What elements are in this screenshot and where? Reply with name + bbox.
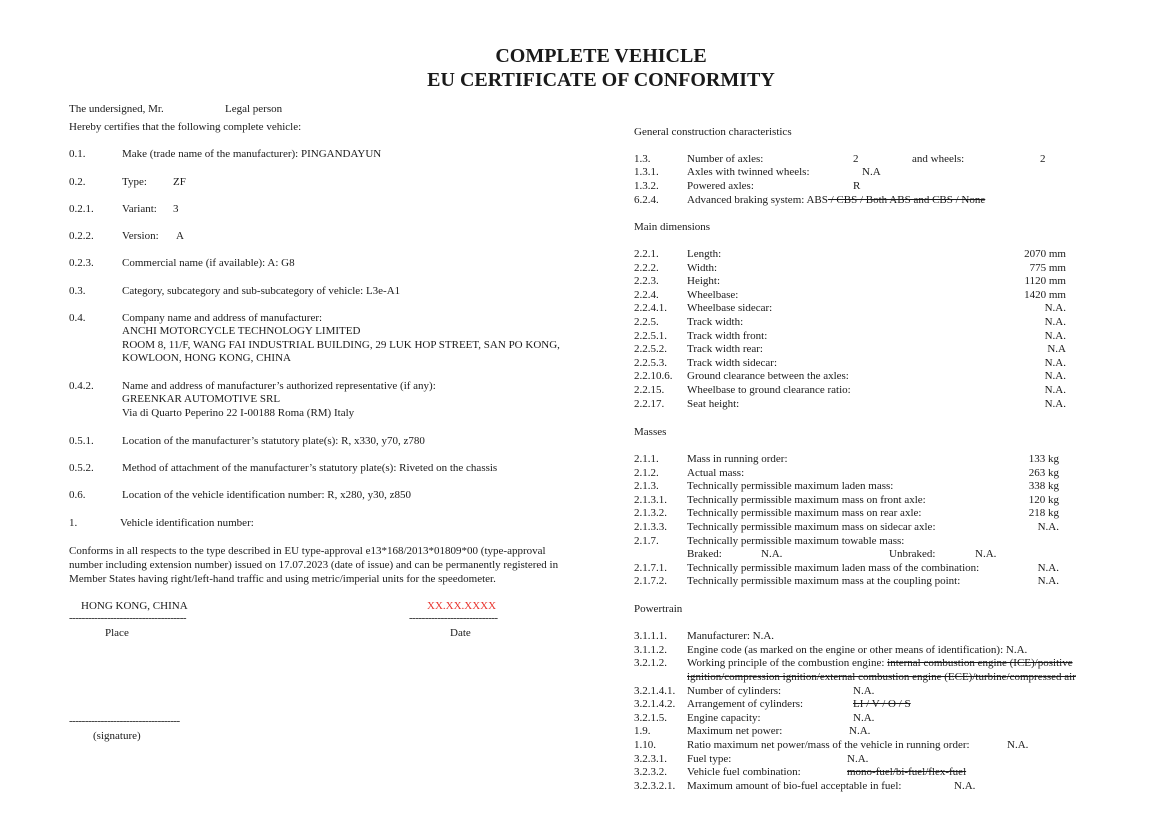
working-principle-struck-2: ignition/compression ignition/external combustion engine (ECE)/turbine/compressed air [687,671,1076,683]
item-number: 2.2.15. [634,384,665,396]
mass-label: Technically permissible maximum towable mass: [687,535,905,547]
manufacturer-line: ANCHI MOTORCYCLE TECHNOLOGY LIMITED [122,325,361,337]
item-number: 2.2.5. [634,316,659,328]
dimension-value: N.A. [1044,370,1066,382]
braking-struck-options: / CBS / Both ABS and CBS / None [827,194,986,206]
mass-label: Technically permissible maximum mass on front axle: [687,494,926,506]
mass-value: 133 kg [1028,453,1059,465]
conforms-line: Member States having right/left-hand traffic and using metric/imperial units for the speedometer. [69,573,496,585]
cylinders-label: Number of cylinders: [687,685,782,697]
item-number: 2.1.7.1. [634,562,667,574]
dimension-value: 1420 mm [1024,289,1066,301]
item-number: 0.1. [69,148,86,160]
place-value: HONG KONG, CHINA [81,600,188,612]
place-label: Place [105,627,129,639]
item-number: 2.1.3.1. [634,494,667,506]
mass-value: 263 kg [1028,467,1059,479]
mass-value: N.A. [1037,562,1059,574]
item-number: 2.1.3.3. [634,521,667,533]
dimension-label: Ground clearance between the axles: [687,370,849,382]
fuel-type-value: N.A. [847,753,869,765]
variant-value: 3 [173,203,179,215]
axles-value: 2 [853,153,859,165]
arrangement-label: Arrangement of cylinders: [687,698,804,710]
axles-label: Number of axles: [687,153,764,165]
unbraked-label: Unbraked: [889,548,936,560]
manufacturer-line: KOWLOON, HONG KONG, CHINA [122,352,291,364]
powered-axles-value: R [853,180,861,192]
powered-axles-label: Powered axles: [687,180,754,192]
dimension-label: Track width sidecar: [687,357,778,369]
item-number: 0.5.1. [69,435,94,447]
variant-label: Variant: [122,203,157,215]
item-number: 0.2.2. [69,230,94,242]
item-number: 0.2.3. [69,257,94,269]
hereby-statement: Hereby certifies that the following complete vehicle: [69,121,302,133]
dimension-value: 1120 mm [1024,275,1066,287]
dimension-label: Track width front: [687,330,768,342]
representative-line: GREENKAR AUTOMOTIVE SRL [122,393,281,405]
item-number: 1.3.2. [634,180,659,192]
mass-value: N.A. [1037,521,1059,533]
item-number: 0.5.2. [69,462,94,474]
wheels-value: 2 [1040,153,1046,165]
item-number: 2.2.5.1. [634,330,667,342]
engine-manufacturer-field: Manufacturer: N.A. [687,630,775,642]
item-number: 3.1.1.1. [634,630,667,642]
net-power-value: N.A. [849,725,871,737]
engine-code-field: Engine code (as marked on the engine or other means of identification): N.A. [687,644,1028,656]
fuel-combination-label: Vehicle fuel combination: [687,766,801,778]
title-line-1: COMPLETE VEHICLE [495,45,707,67]
conforms-line: number including extension number) issued on 17.07.2023 (date of issue) and can be permanently registered in [69,559,559,571]
item-number: 3.2.1.4.2. [634,698,676,710]
item-number: 0.4. [69,312,86,324]
dimension-value: N.A. [1044,384,1066,396]
item-number: 2.2.1. [634,248,659,260]
date-dash-line: ---------------------------- [409,612,498,624]
dimension-value: N.A. [1044,330,1066,342]
dimension-label: Wheelbase to ground clearance ratio: [687,384,851,396]
mass-label: Mass in running order: [687,453,788,465]
mass-label: Actual mass: [687,467,745,479]
undersigned-label: The undersigned, Mr. [69,103,164,115]
place-dash-line: ------------------------------------- [69,612,187,624]
unbraked-value: N.A. [975,548,997,560]
braking-field [687,194,985,208]
item-number: 2.1.3. [634,480,659,492]
item-number: 2.1.1. [634,453,659,465]
item-number: 3.2.3.1. [634,753,667,765]
item-number: 2.2.5.2. [634,343,667,355]
net-power-label: Maximum net power: [687,725,783,737]
masses-heading: Masses [634,426,667,438]
item-number: 2.2.5.3. [634,357,667,369]
plate-attachment-field: Method of attachment of the manufacturer’s statutory plate(s): Riveted on the chassis [122,462,498,474]
dimension-label: Width: [687,262,718,274]
item-number: 2.2.10.6. [634,370,673,382]
mass-value: N.A. [761,548,783,560]
item-number: 1. [69,517,78,529]
cylinders-value: N.A. [853,685,875,697]
item-number: 3.2.1.5. [634,712,667,724]
item-number: 2.2.3. [634,275,659,287]
plate-location-field: Location of the manufacturer’s statutory plate(s): R, x330, y70, z780 [122,435,425,447]
mass-value: 338 kg [1028,480,1059,492]
dimension-value: N.A. [1044,316,1066,328]
version-value: A [176,230,184,242]
item-number: 3.2.3.2.1. [634,780,676,792]
biofuel-value: N.A. [954,780,976,792]
item-number: 0.3. [69,285,86,297]
item-number: 3.2.3.2. [634,766,667,778]
mass-value: 120 kg [1028,494,1059,506]
type-label: Type: [122,176,147,188]
vin-field: Vehicle identification number: [120,517,254,529]
dimension-value: N.A. [1044,398,1066,410]
signature-dash-line: ----------------------------------- [69,715,180,727]
mass-value: N.A. [1037,575,1059,587]
twinned-label: Axles with twinned wheels: [687,166,810,178]
dimension-value: N.A. [1044,357,1066,369]
working-principle-field [687,657,1073,671]
item-number: 3.2.1.2. [634,657,667,669]
dimension-label: Wheelbase: [687,289,739,301]
signature-label: (signature) [93,730,141,742]
mass-label: Technically permissible maximum laden mass of the combination: [687,562,980,574]
item-number: 0.2. [69,176,86,188]
capacity-label: Engine capacity: [687,712,761,724]
dimension-label: Length: [687,248,722,260]
dimension-label: Track width rear: [687,343,763,355]
date-value: XX.XX.XXXX [427,600,497,612]
mass-label: Technically permissible maximum laden mass: [687,480,894,492]
fuel-combination-struck: mono-fuel/bi-fuel/flex-fuel [847,766,967,778]
item-number: 0.4.2. [69,380,94,392]
item-number: 2.2.4.1. [634,302,667,314]
conforms-line: Conforms in all respects to the type described in EU type-approval e13*168/2013*01809*00 (type-approval [69,545,546,557]
dimension-value: 775 mm [1029,262,1066,274]
powertrain-heading: Powertrain [634,603,683,615]
item-number: 0.6. [69,489,86,501]
mass-label: Technically permissible maximum mass on rear axle: [687,507,922,519]
power-ratio-label: Ratio maximum net power/mass of the vehicle in running order: [687,739,970,751]
dimension-label: Track width: [687,316,744,328]
dimension-value: 2070 mm [1024,248,1066,260]
vin-location-field: Location of the vehicle identification number: R, x280, y30, z850 [122,489,411,501]
mass-value: 218 kg [1028,507,1059,519]
make-field: Make (trade name of the manufacturer): PINGANDAYUN [122,148,382,160]
commercial-name-field: Commercial name (if available): A: G8 [122,257,295,269]
title-line-2: EU CERTIFICATE OF CONFORMITY [427,69,775,91]
dimension-label: Seat height: [687,398,740,410]
item-number: 2.1.7. [634,535,659,547]
item-number: 3.2.1.4.1. [634,685,676,697]
item-number: 6.2.4. [634,194,659,206]
item-number: 2.1.2. [634,467,659,479]
manufacturer-label: Company name and address of manufacturer: [122,312,323,324]
general-heading: General construction characteristics [634,126,792,138]
dimension-label: Height: [687,275,720,287]
dimension-label: Wheelbase sidecar: [687,302,773,314]
category-field: Category, subcategory and sub-subcategory of vehicle: L3e-A1 [122,285,401,297]
item-number: 2.2.2. [634,262,659,274]
legal-person-label: Legal person [225,103,283,115]
item-number: 2.2.4. [634,289,659,301]
working-principle-label: Working principle of the combustion engine: [687,657,885,669]
capacity-value: N.A. [853,712,875,724]
working-principle-struck: internal combustion engine (ICE)/positive [887,657,1073,669]
date-label: Date [450,627,471,639]
item-number: 2.1.7.2. [634,575,667,587]
type-value: ZF [173,176,186,188]
item-number: 2.2.17. [634,398,665,410]
dimensions-heading: Main dimensions [634,221,711,233]
item-number: 3.1.1.2. [634,644,667,656]
representative-line: Via di Quarto Peperino 22 I-00188 Roma (RM) Italy [122,407,355,419]
wheels-label: and wheels: [912,153,965,165]
biofuel-label: Maximum amount of bio-fuel acceptable in fuel: [687,780,902,792]
dimension-value: N.A. [1044,302,1066,314]
mass-label: Braked: [687,548,722,560]
dimension-value: N.A [1047,343,1066,355]
item-number: 1.9. [634,725,651,737]
arrangement-struck: LI / V / O / S [853,698,911,710]
manufacturer-line: ROOM 8, 11/F, WANG FAI INDUSTRIAL BUILDING, 29 LUK HOP STREET, SAN PO KONG, [122,339,560,351]
mass-label: Technically permissible maximum mass at the coupling point: [687,575,961,587]
fuel-type-label: Fuel type: [687,753,732,765]
item-number: 0.2.1. [69,203,94,215]
item-number: 2.1.3.2. [634,507,667,519]
twinned-value: N.A [862,166,881,178]
mass-label: Technically permissible maximum mass on sidecar axle: [687,521,936,533]
power-ratio-value: N.A. [1007,739,1029,751]
item-number: 1.3.1. [634,166,659,178]
item-number: 1.10. [634,739,656,751]
item-number: 1.3. [634,153,651,165]
version-label: Version: [122,230,159,242]
representative-label: Name and address of manufacturer’s authorized representative (if any): [122,380,436,392]
braking-abs: Advanced braking system: ABS [687,194,828,206]
